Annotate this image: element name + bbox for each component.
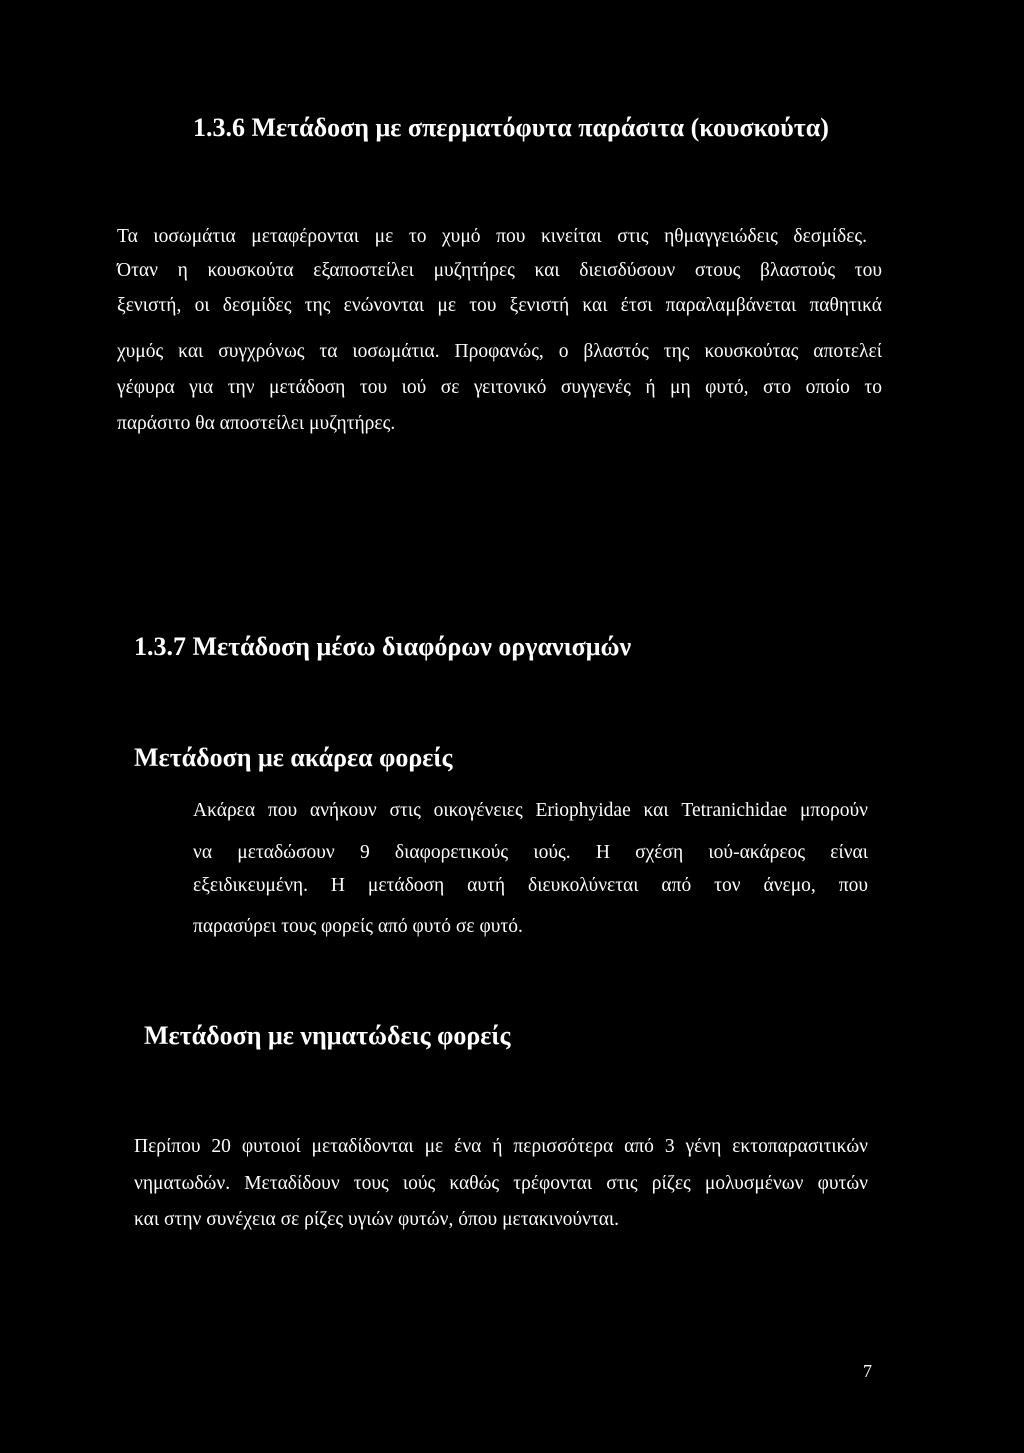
paragraph-line: εξειδικευμένη. Η μετάδοση αυτή διευκολύνεται από τον άνεμο, που xyxy=(193,875,868,896)
paragraph-line: νηματωδών. Μεταδίδουν τους ιούς καθώς τρέφονται στις ρίζες μολυσμένων φυτών xyxy=(134,1173,868,1194)
paragraph-line: και στην συνέχεια σε ρίζες υγιών φυτών, όπου μετακινούνται. xyxy=(134,1209,620,1230)
paragraph-line: παράσιτο θα αποστείλει μυζητήρες. xyxy=(117,413,396,434)
paragraph-line: Όταν η κουσκούτα εξαποστείλει μυζητήρες και διεισδύσουν στους βλαστούς του xyxy=(117,260,882,281)
paragraph-line: γέφυρα για την μετάδοση του ιού σε γειτονικό συγγενές ή μη φυτό, στο οποίο το xyxy=(117,377,882,398)
page-number: 7 xyxy=(863,1361,872,1381)
paragraph-line: παρασύρει τους φορείς από φυτό σε φυτό. xyxy=(193,916,523,937)
paragraph-line: Ακάρεα που ανήκουν στις οικογένειες Eriophyidae και Tetranichidae μπορούν xyxy=(193,800,868,821)
paragraph-line: Τα ιοσωμάτια μεταφέρονται με το χυμό που κινείται στις ηθμαγγειώδεις δεσμίδες. xyxy=(117,226,867,247)
subsection-heading-mites: Μετάδοση με ακάρεα φορείς xyxy=(134,743,453,772)
paragraph-line: χυμός και συγχρόνως τα ιοσωμάτια. Προφανώς, ο βλαστός της κουσκούτας αποτελεί xyxy=(117,341,882,362)
paragraph-line: ξενιστή, οι δεσμίδες της ενώνονται με του ξενιστή και έτσι παραλαμβάνεται παθητικά xyxy=(117,295,882,316)
subsection-heading-nematodes: Μετάδοση με νηματώδεις φορείς xyxy=(144,1021,511,1050)
section-heading-1-3-7: 1.3.7 Μετάδοση μέσω διαφόρων οργανισμών xyxy=(134,632,632,661)
paragraph-line: Περίπου 20 φυτοιοί μεταδίδονται με ένα ή περισσότερα από 3 γένη εκτοπαρασιτικών xyxy=(134,1136,868,1157)
section-heading-1-3-6: 1.3.6 Μετάδοση με σπερματόφυτα παράσιτα (κουσκούτα) xyxy=(193,113,829,142)
paragraph-line: να μεταδώσουν 9 διαφορετικούς ιούς. Η σχέση ιού-ακάρεος είναι xyxy=(193,842,868,863)
